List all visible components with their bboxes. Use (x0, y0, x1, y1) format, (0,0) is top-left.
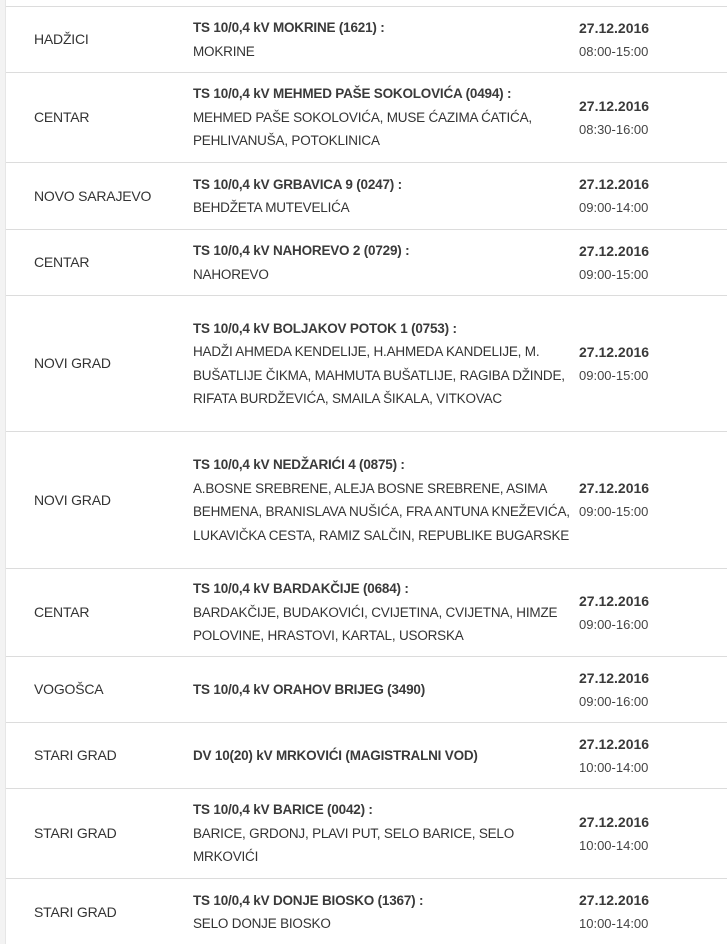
table-row (6, 432, 727, 569)
substation-cell (193, 744, 579, 768)
schedule-cell (579, 733, 727, 779)
outage-time: 08:00-15:00 (579, 43, 649, 59)
table-top-border (6, 0, 727, 7)
schedule-cell (579, 17, 727, 63)
outage-date: 27.12.2016 (579, 669, 650, 686)
outage-time: 10:00-14:00 (579, 916, 649, 931)
schedule-cell (579, 240, 727, 286)
outage-date: 27.12.2016 (579, 735, 650, 752)
outage-table (5, 0, 727, 944)
municipality-cell: CENTAR (34, 254, 90, 270)
substation-title: TS 10/0,4 kV NAHOREVO 2 (0729) : (193, 243, 410, 258)
affected-streets: BARDAKČIJE, BUDAKOVIĆI, CVIJETINA, CVIJETNA, HIMZE POLOVINE, HRASTOVI, KARTAL, USORSKA (193, 604, 558, 644)
table-row (6, 789, 727, 879)
substation-cell (193, 577, 579, 648)
schedule-cell (579, 477, 727, 523)
outage-date: 27.12.2016 (579, 892, 650, 908)
municipality-cell: NOVO SARAJEVO (34, 187, 152, 204)
substation-cell (193, 317, 579, 411)
outage-date: 27.12.2016 (579, 19, 650, 36)
substation-title: TS 10/0,4 kV DONJE BIOSKO (1367) : (193, 892, 424, 908)
substation-cell (193, 889, 579, 936)
affected-streets: HADŽI AHMEDA KENDELIJE, H.AHMEDA KANDELIJE, M. BUŠATLIJE ČIKMA, MAHMUTA BUŠATLIJE, RAGIBA DŽINDE, RIFATA BURDŽEVIĆA, SMAILA ŠIKALA, VITKOVAC (193, 344, 565, 406)
outage-time: 09:00-14:00 (579, 200, 649, 215)
affected-streets: A.BOSNE SREBRENE, ALEJA BOSNE SREBRENE, ASIMA BEHMENA, BRANISLAVA NUŠIĆA, FRA ANTUNA KNEŽEVIĆA, LUKAVIČKA CESTA, RAMIZ SALČIN, REPUBLIKE BUGARSKE (193, 480, 570, 543)
substation-cell (193, 798, 579, 869)
substation-cell (193, 239, 579, 286)
outage-time: 09:00-15:00 (579, 367, 649, 383)
outage-time: 09:00-15:00 (579, 266, 649, 282)
affected-streets: NAHOREVO (193, 266, 269, 282)
outage-date: 27.12.2016 (579, 592, 650, 609)
substation-title: TS 10/0,4 kV BOLJAKOV POTOK 1 (0753) : (193, 320, 457, 336)
municipality-cell: STARI GRAD (34, 747, 117, 763)
substation-cell (193, 453, 579, 547)
schedule-cell (579, 173, 727, 219)
outage-date: 27.12.2016 (579, 813, 650, 830)
substation-title: TS 10/0,4 kV ORAHOV BRIJEG (3490) (193, 681, 425, 697)
substation-cell (193, 82, 579, 153)
affected-streets: BARICE, GRDONJ, PLAVI PUT, SELO BARICE, SELO MRKOVIĆI (193, 825, 515, 865)
outage-date: 27.12.2016 (579, 242, 650, 259)
table-row (6, 879, 727, 944)
municipality-cell: VOGOŠCA (34, 681, 104, 697)
outage-time: 10:00-14:00 (579, 837, 649, 853)
substation-title: TS 10/0,4 kV BARICE (0042) : (193, 802, 373, 818)
substation-cell (193, 16, 579, 63)
substation-cell (193, 173, 579, 220)
outage-time: 09:00-16:00 (579, 616, 649, 632)
municipality-cell: CENTAR (34, 109, 90, 125)
table-row (6, 230, 727, 296)
municipality-cell: STARI GRAD (34, 825, 117, 841)
table-row (6, 723, 727, 789)
table-row (6, 163, 727, 230)
municipality-cell: STARI GRAD (34, 903, 117, 920)
substation-title: TS 10/0,4 kV MEHMED PAŠE SOKOLOVIĆA (0494) : (193, 86, 512, 102)
schedule-cell (579, 95, 727, 141)
substation-title: DV 10(20) kV MRKOVIĆI (MAGISTRALNI VOD) (193, 747, 478, 763)
substation-title: TS 10/0,4 kV GRBAVICA 9 (0247) : (193, 176, 402, 192)
substation-cell (193, 678, 579, 702)
outage-date: 27.12.2016 (579, 343, 650, 360)
municipality-cell: NOVI GRAD (34, 491, 111, 508)
outage-date: 27.12.2016 (579, 480, 650, 496)
schedule-cell (579, 889, 727, 935)
affected-streets: BEHDŽETA MUTEVELIĆA (193, 200, 350, 215)
outage-time: 09:00-16:00 (579, 693, 649, 709)
table-row (6, 569, 727, 657)
municipality-cell: NOVI GRAD (34, 355, 111, 371)
outage-date: 27.12.2016 (579, 176, 650, 192)
municipality-cell: HADŽICI (34, 31, 89, 47)
table-row (6, 73, 727, 163)
outage-time: 10:00-14:00 (579, 759, 649, 775)
outage-time: 08:30-16:00 (579, 121, 649, 137)
schedule-cell (579, 667, 727, 713)
table-row (6, 657, 727, 723)
substation-title: TS 10/0,4 kV NEDŽARIĆI 4 (0875) : (193, 457, 405, 472)
affected-streets: MEHMED PAŠE SOKOLOVIĆA, MUSE ĆAZIMA ĆATIĆA, PEHLIVANUŠA, POTOKLINICA (193, 109, 532, 149)
table-row (6, 296, 727, 432)
schedule-cell (579, 811, 727, 857)
substation-title: TS 10/0,4 kV MOKRINE (1621) : (193, 20, 385, 35)
table-row (6, 7, 727, 73)
outage-time: 09:00-15:00 (579, 504, 649, 519)
affected-streets: MOKRINE (193, 43, 255, 59)
affected-streets: SELO DONJE BIOSKO (193, 916, 331, 931)
municipality-cell: CENTAR (34, 604, 90, 620)
schedule-cell (579, 590, 727, 636)
schedule-cell (579, 341, 727, 387)
substation-title: TS 10/0,4 kV BARDAKČIJE (0684) : (193, 581, 409, 597)
outage-date: 27.12.2016 (579, 97, 650, 114)
